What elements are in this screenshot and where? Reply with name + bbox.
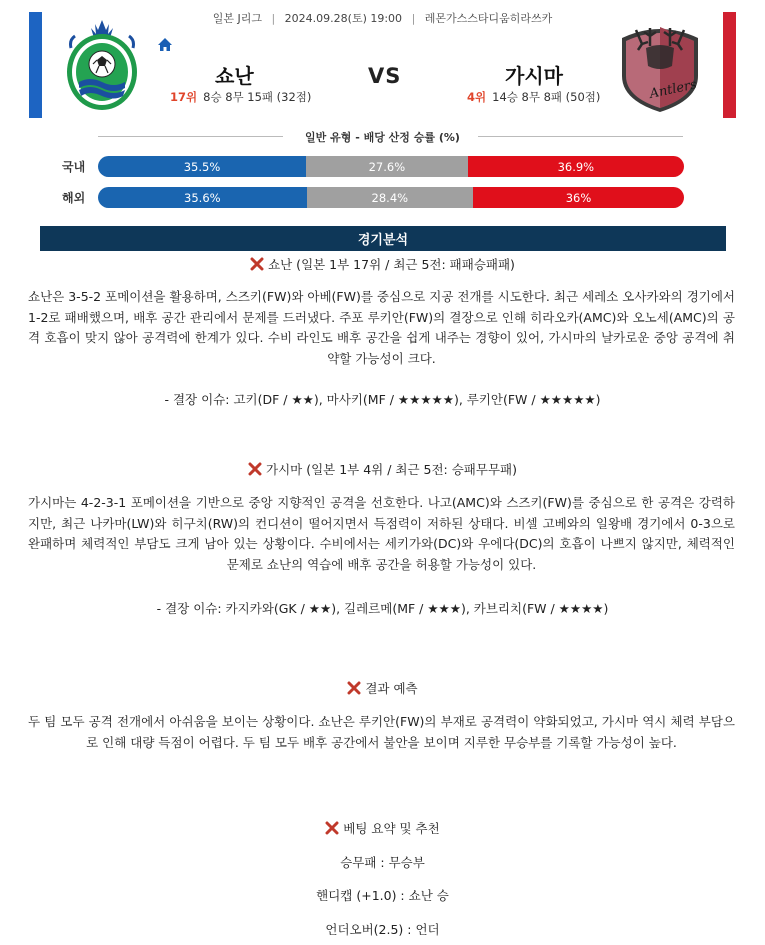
away-team-name: 가시마 <box>505 64 563 88</box>
home-team-name: 쇼난 <box>215 64 254 88</box>
match-venue: 레몬가스스타디움히라쓰카 <box>424 12 553 25</box>
shonan-bellmare-crest <box>65 18 139 113</box>
row-label-overseas: 해외 <box>62 191 86 205</box>
home-absences: - 결장 이슈: 고키(DF / ★★), 마사키(MF / ★★★★★), 루키안(FW / ★★★★★) <box>164 392 601 407</box>
probability-title: 일반 유형 - 배당 산정 승률 (%) <box>305 131 460 144</box>
meta-separator: | <box>411 12 416 25</box>
betting-item-match-result: 승무패 : 무승부 <box>340 855 425 870</box>
betting-item-handicap: 핸디캡 (+1.0) : 쇼난 승 <box>316 888 449 903</box>
away-analysis-paragraph: 가시마는 4-2-3-1 포메이션을 기반으로 중앙 지향적인 공격을 선호한다. 나고(AMC)와 스즈키(FW)를 중심으로 한 공격은 강력하지만, 최근 나카마(LW)와 히구치(RW)의 컨디션이 떨어지면서 득점력이 저하된 상태다. 비셀 고베와의 일왕배 경기에서 0-3으로 완패하며 체력적인 부담도 크게 남아 있는 상황이다. 수비에서는 세키가와(DC)와 우에다(DC)의 호흡이 나쁘지 않지만, 체력적인 문제로 쇼난의 역습에 배후 공간을 허용할 가능성이 있다. <box>28 495 735 572</box>
probability-bar-domestic <box>98 156 684 177</box>
x-mark-icon <box>347 681 361 695</box>
draw-segment: 28.4% <box>307 187 473 208</box>
x-mark-icon <box>325 821 339 835</box>
home-team-rank: 17위 <box>170 90 198 104</box>
betting-heading <box>0 819 765 837</box>
away-team-record <box>467 89 600 105</box>
draw-segment: 27.6% <box>306 156 468 177</box>
home-accent-bar <box>29 12 42 118</box>
home-team-record <box>170 89 311 105</box>
away-analysis-heading-text: 가시마 (일본 1부 4위 / 최근 5전: 승패무무패) <box>266 462 517 477</box>
kashima-antlers-crest <box>616 18 704 114</box>
probability-bar-overseas <box>98 187 684 208</box>
away-team-rank: 4위 <box>467 90 487 104</box>
x-mark-icon <box>250 257 264 271</box>
away-win-segment: 36.9% <box>468 156 684 177</box>
home-win-segment: 35.5% <box>98 156 306 177</box>
home-analysis-heading-text: 쇼난 (일본 1부 17위 / 최근 5전: 패패승패패) <box>268 257 515 272</box>
home-win-segment: 35.6% <box>98 187 307 208</box>
analysis-section-header: 경기분석 <box>40 226 726 251</box>
match-datetime: 2024.09.28(토) 19:00 <box>284 12 403 25</box>
away-analysis-heading <box>0 460 765 478</box>
betting-item-over-under: 언더오버(2.5) : 언더 <box>325 922 440 937</box>
away-absences: - 결장 이슈: 카지카와(GK / ★★), 길레르메(MF / ★★★), 카브리치(FW / ★★★★) <box>156 601 609 616</box>
away-accent-bar <box>723 12 736 118</box>
home-icon <box>157 37 173 53</box>
x-mark-icon <box>248 462 262 476</box>
prediction-heading-text: 결과 예측 <box>365 681 418 696</box>
home-team-stats: 8승 8무 15패 (32점) <box>203 90 312 104</box>
league-name: 일본 J리그 <box>212 12 262 25</box>
crest-text: Antlers <box>648 77 699 102</box>
away-team-stats: 14승 8무 8패 (50점) <box>492 90 601 104</box>
home-analysis-paragraph: 쇼난은 3-5-2 포메이션을 활용하며, 스즈키(FW)와 아베(FW)를 중심으로 지공 전개를 시도한다. 최근 세레소 오사카와의 경기에서 1-2로 패배했으며, 배후 공간 관리에서 문제를 드러냈다. 주포 루키안(FW)의 결장으로 인해 히라오카(AMC)와 오노세(AMC)의 공격 호흡이 맞지 않아 공격력에 한계가 있다. 수비 라인도 배후 공간을 쉽게 내주는 경향이 있어, 가시마의 날카로운 중앙 공격에 취약할 가능성이 크다. <box>28 289 735 366</box>
away-win-segment: 36% <box>473 187 684 208</box>
versus-label: VS <box>368 64 402 88</box>
prediction-heading <box>0 679 765 697</box>
prediction-paragraph: 두 팀 모두 공격 전개에서 아쉬움을 보이는 상황이다. 쇼난은 루키안(FW)의 부재로 공격력이 약화되었고, 가시마 역시 체력 부담으로 인해 대량 득점이 어렵다. 두 팀 모두 배후 공간에서 불안을 보이며 지루한 무승부를 기록할 가능성이 높다. <box>28 714 735 750</box>
home-analysis-heading <box>0 255 765 273</box>
betting-heading-text: 베팅 요약 및 추천 <box>343 821 440 836</box>
meta-separator: | <box>271 12 276 25</box>
row-label-domestic: 국내 <box>62 160 86 174</box>
